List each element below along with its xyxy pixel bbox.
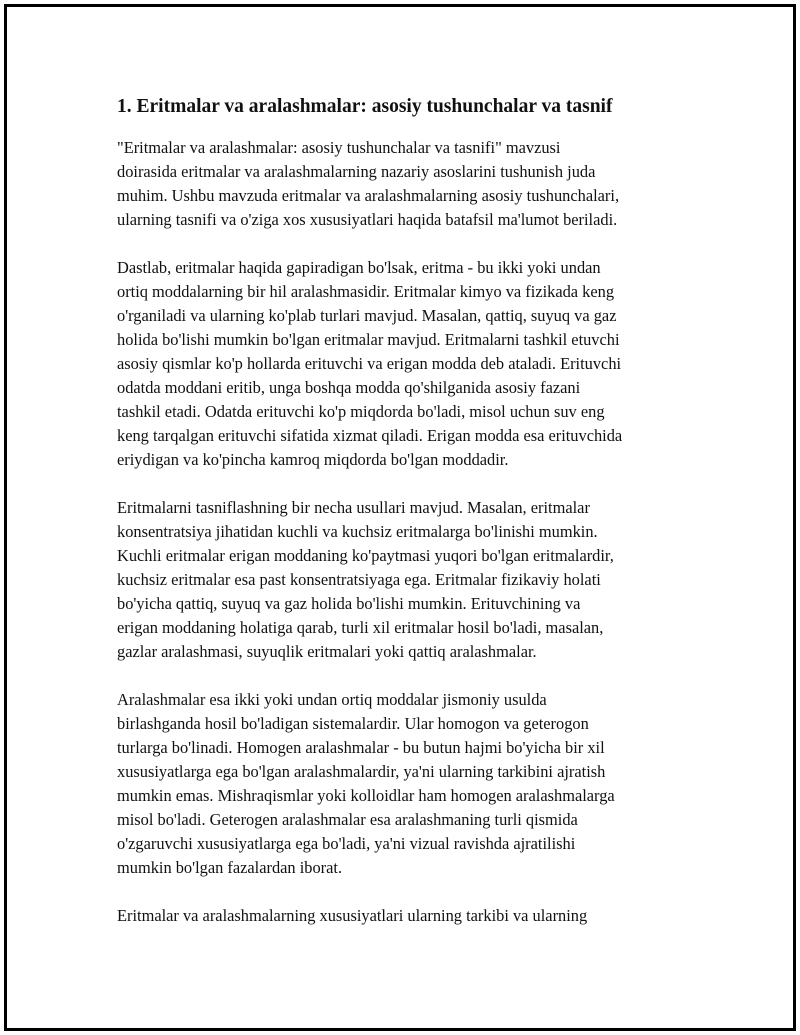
paragraph-line: asosiy qismlar ko'p hollarda erituvchi va erigan modda deb ataladi. Erituvchi: [117, 354, 622, 373]
paragraph-line: gazlar aralashmasi, suyuqlik eritmalari yoki qattiq aralashmalar.: [117, 642, 537, 661]
paragraph: [117, 688, 697, 880]
paragraph-line: mumkin emas. Mishraqismlar yoki kolloidlar ham homogen aralashmalarga: [117, 786, 615, 805]
paragraph-line: kuchsiz eritmalar esa past konsentratsiyaga ega. Eritmalar fizikaviy holati: [117, 570, 601, 589]
paragraph-line: muhim. Ushbu mavzuda eritmalar va aralashmalarning asosiy tushunchalari,: [117, 186, 620, 205]
paragraph-line: tashkil etadi. Odatda erituvchi ko'p miqdorda bo'ladi, misol uchun suv eng: [117, 402, 605, 421]
paragraph-line: misol bo'ladi. Geterogen aralashmalar esa aralashmaning turli qismida: [117, 810, 578, 829]
paragraph-line: o'rganiladi va ularning ko'plab turlari mavjud. Masalan, qattiq, suyuq va gaz: [117, 306, 617, 325]
paragraph-line: holida bo'lishi mumkin bo'lgan eritmalar mavjud. Eritmalarni tashkil etuvchi: [117, 330, 620, 349]
paragraph: [117, 256, 697, 472]
paragraph-line: bo'yicha qattiq, suyuq va gaz holida bo'lishi mumkin. Erituvchining va: [117, 594, 581, 613]
paragraph-line: keng tarqalgan erituvchi sifatida xizmat qiladi. Erigan modda esa erituvchida: [117, 426, 623, 445]
paragraph: [117, 136, 697, 232]
paragraph-line: doirasida eritmalar va aralashmalarning nazariy asoslarini tushunish juda: [117, 162, 596, 181]
paragraph-line: ortiq moddalarning bir hil aralashmasidir. Eritmalar kimyo va fizikada keng: [117, 282, 615, 301]
paragraph-line: "Eritmalar va aralashmalar: asosiy tushunchalar va tasnifi" mavzusi: [117, 138, 561, 157]
paragraph-line: xususiyatlarga ega bo'lgan aralashmalardir, ya'ni ularning tarkibini ajratish: [117, 762, 606, 781]
paragraph-line: Dastlab, eritmalar haqida gapiradigan bo'lsak, eritma - bu ikki yoki undan: [117, 258, 601, 277]
paragraph-line: turlarga bo'linadi. Homogen aralashmalar - bu butun hajmi bo'yicha bir xil: [117, 738, 605, 757]
paragraph-line: eriydigan va ko'pincha kamroq miqdorda bo'lgan moddadir.: [117, 450, 509, 469]
paragraph-line: mumkin bo'lgan fazalardan iborat.: [117, 858, 343, 877]
paragraph-line: o'zgaruvchi xususiyatlarga ega bo'ladi, ya'ni vizual ravishda ajratilishi: [117, 834, 576, 853]
paragraph: [117, 496, 697, 664]
paragraph-line: odatda moddani eritib, unga boshqa modda qo'shilganida asosiy fazani: [117, 378, 581, 397]
paragraph-line: Eritmalarni tasniflashning bir necha usullari mavjud. Masalan, eritmalar: [117, 498, 590, 517]
section-title: 1. Eritmalar va aralashmalar: asosiy tushunchalar va tasnif: [117, 96, 613, 117]
paragraph-line: ularning tasnifi va o'ziga xos xususiyatlari haqida batafsil ma'lumot beriladi.: [117, 210, 618, 229]
document-body: [117, 94, 697, 952]
paragraph-list: [117, 136, 697, 928]
paragraph-line: erigan moddaning holatiga qarab, turli xil eritmalar hosil bo'ladi, masalan,: [117, 618, 604, 637]
paragraph-line: birlashganda hosil bo'ladigan sistemalardir. Ular homogon va geterogon: [117, 714, 589, 733]
paragraph-line: Eritmalar va aralashmalarning xususiyatlari ularning tarkibi va ularning: [117, 906, 588, 925]
paragraph: [117, 904, 697, 928]
paragraph-line: konsentratsiya jihatidan kuchli va kuchsiz eritmalarga bo'linishi mumkin.: [117, 522, 598, 541]
paragraph-line: Aralashmalar esa ikki yoki undan ortiq moddalar jismoniy usulda: [117, 690, 547, 709]
paragraph-line: Kuchli eritmalar erigan moddaning ko'paytmasi yuqori bo'lgan eritmalardir,: [117, 546, 614, 565]
